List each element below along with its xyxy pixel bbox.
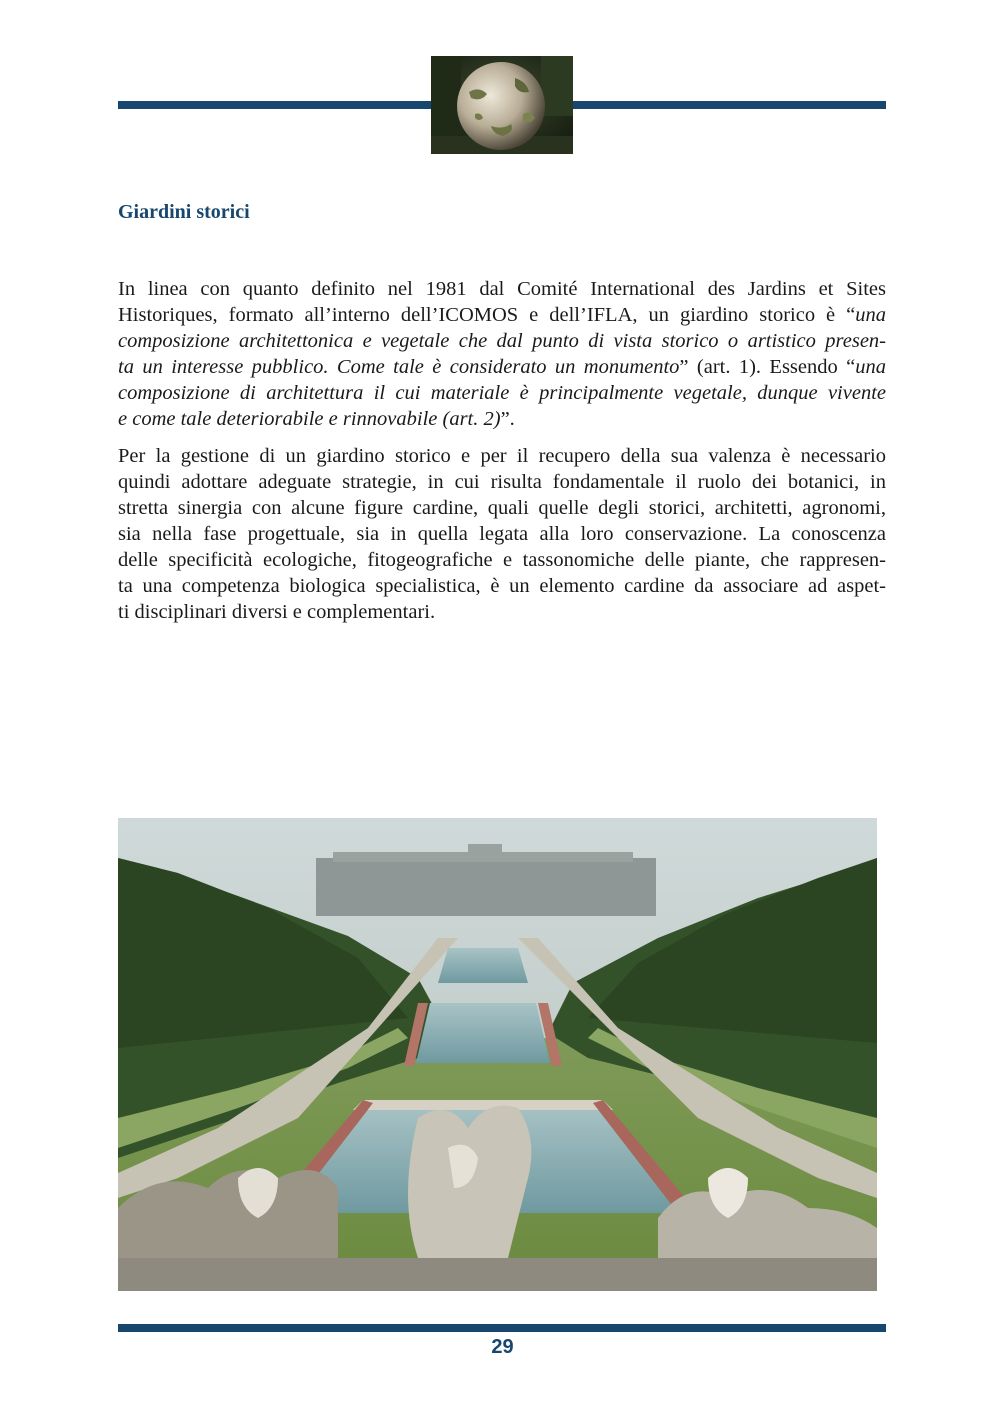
text-run: ” (art. 1). Essendo “	[679, 356, 856, 378]
italic-text-run: una	[855, 304, 886, 326]
paragraph-line	[118, 469, 886, 495]
garden-cascade-image	[118, 818, 877, 1291]
paragraph-line	[118, 495, 886, 521]
paragraph-line	[118, 302, 886, 328]
italic-text-run: ta un interesse pubblico. Come tale è considerato un monumento	[118, 356, 680, 378]
paragraph-line	[118, 547, 886, 573]
paragraph-line	[118, 276, 886, 302]
paragraph-line	[118, 380, 886, 406]
text-run: stretta sinergia con alcune figure cardine, quali quelle degli storici, architetti, agronomi,	[118, 497, 886, 519]
text-run: sia nella fase progettuale, sia in quella legata alla loro conservazione. La conoscenza	[118, 523, 886, 545]
text-run: delle specificità ecologiche, fitogeografiche e tassonomiche delle piante, che rappresen-	[118, 549, 886, 571]
header-stone-sphere-image	[431, 56, 573, 154]
text-run: In linea con quanto definito nel 1981 dal Comité International des Jardins et Sites	[118, 278, 886, 300]
text-run: Historiques, formato all’interno dell’ICOMOS e dell’IFLA, un giardino storico è “	[118, 304, 856, 326]
footer-rule	[118, 1324, 886, 1332]
paragraph-line	[118, 328, 886, 354]
text-run: ti disciplinari diversi e complementari.	[118, 601, 436, 623]
italic-text-run: e come tale deteriorabile e rinnovabile (art. 2)	[118, 408, 501, 430]
paragraph-line	[118, 354, 886, 380]
paragraph-2	[118, 443, 886, 625]
paragraph-line	[118, 521, 886, 547]
italic-text-run: composizione architettonica e vegetale che dal punto di vista storico o artistico presen-	[118, 330, 886, 352]
text-run: ta una competenza biologica specialistica, è un elemento cardine da associare ad aspet-	[118, 575, 886, 597]
paragraph-1	[118, 276, 886, 432]
paragraph-line	[118, 406, 886, 432]
paragraph-line	[118, 573, 886, 599]
paragraph-line	[118, 599, 886, 625]
header-rule-left	[118, 101, 432, 109]
page-number: 29	[491, 1336, 514, 1358]
section-title: Giardini storici	[118, 201, 250, 223]
text-run: quindi adottare adeguate strategie, in cui risulta fondamentale il ruolo dei botanici, in	[118, 471, 886, 493]
italic-text-run: composizione di architettura il cui materiale è principalmente vegetale, dunque vivente	[118, 382, 886, 404]
paragraph-line	[118, 443, 886, 469]
italic-text-run: una	[855, 356, 886, 378]
header-rule-right	[573, 101, 886, 109]
text-run: ”.	[500, 408, 515, 430]
text-run: Per la gestione di un giardino storico e per il recupero della sua valenza è necessario	[118, 445, 886, 467]
